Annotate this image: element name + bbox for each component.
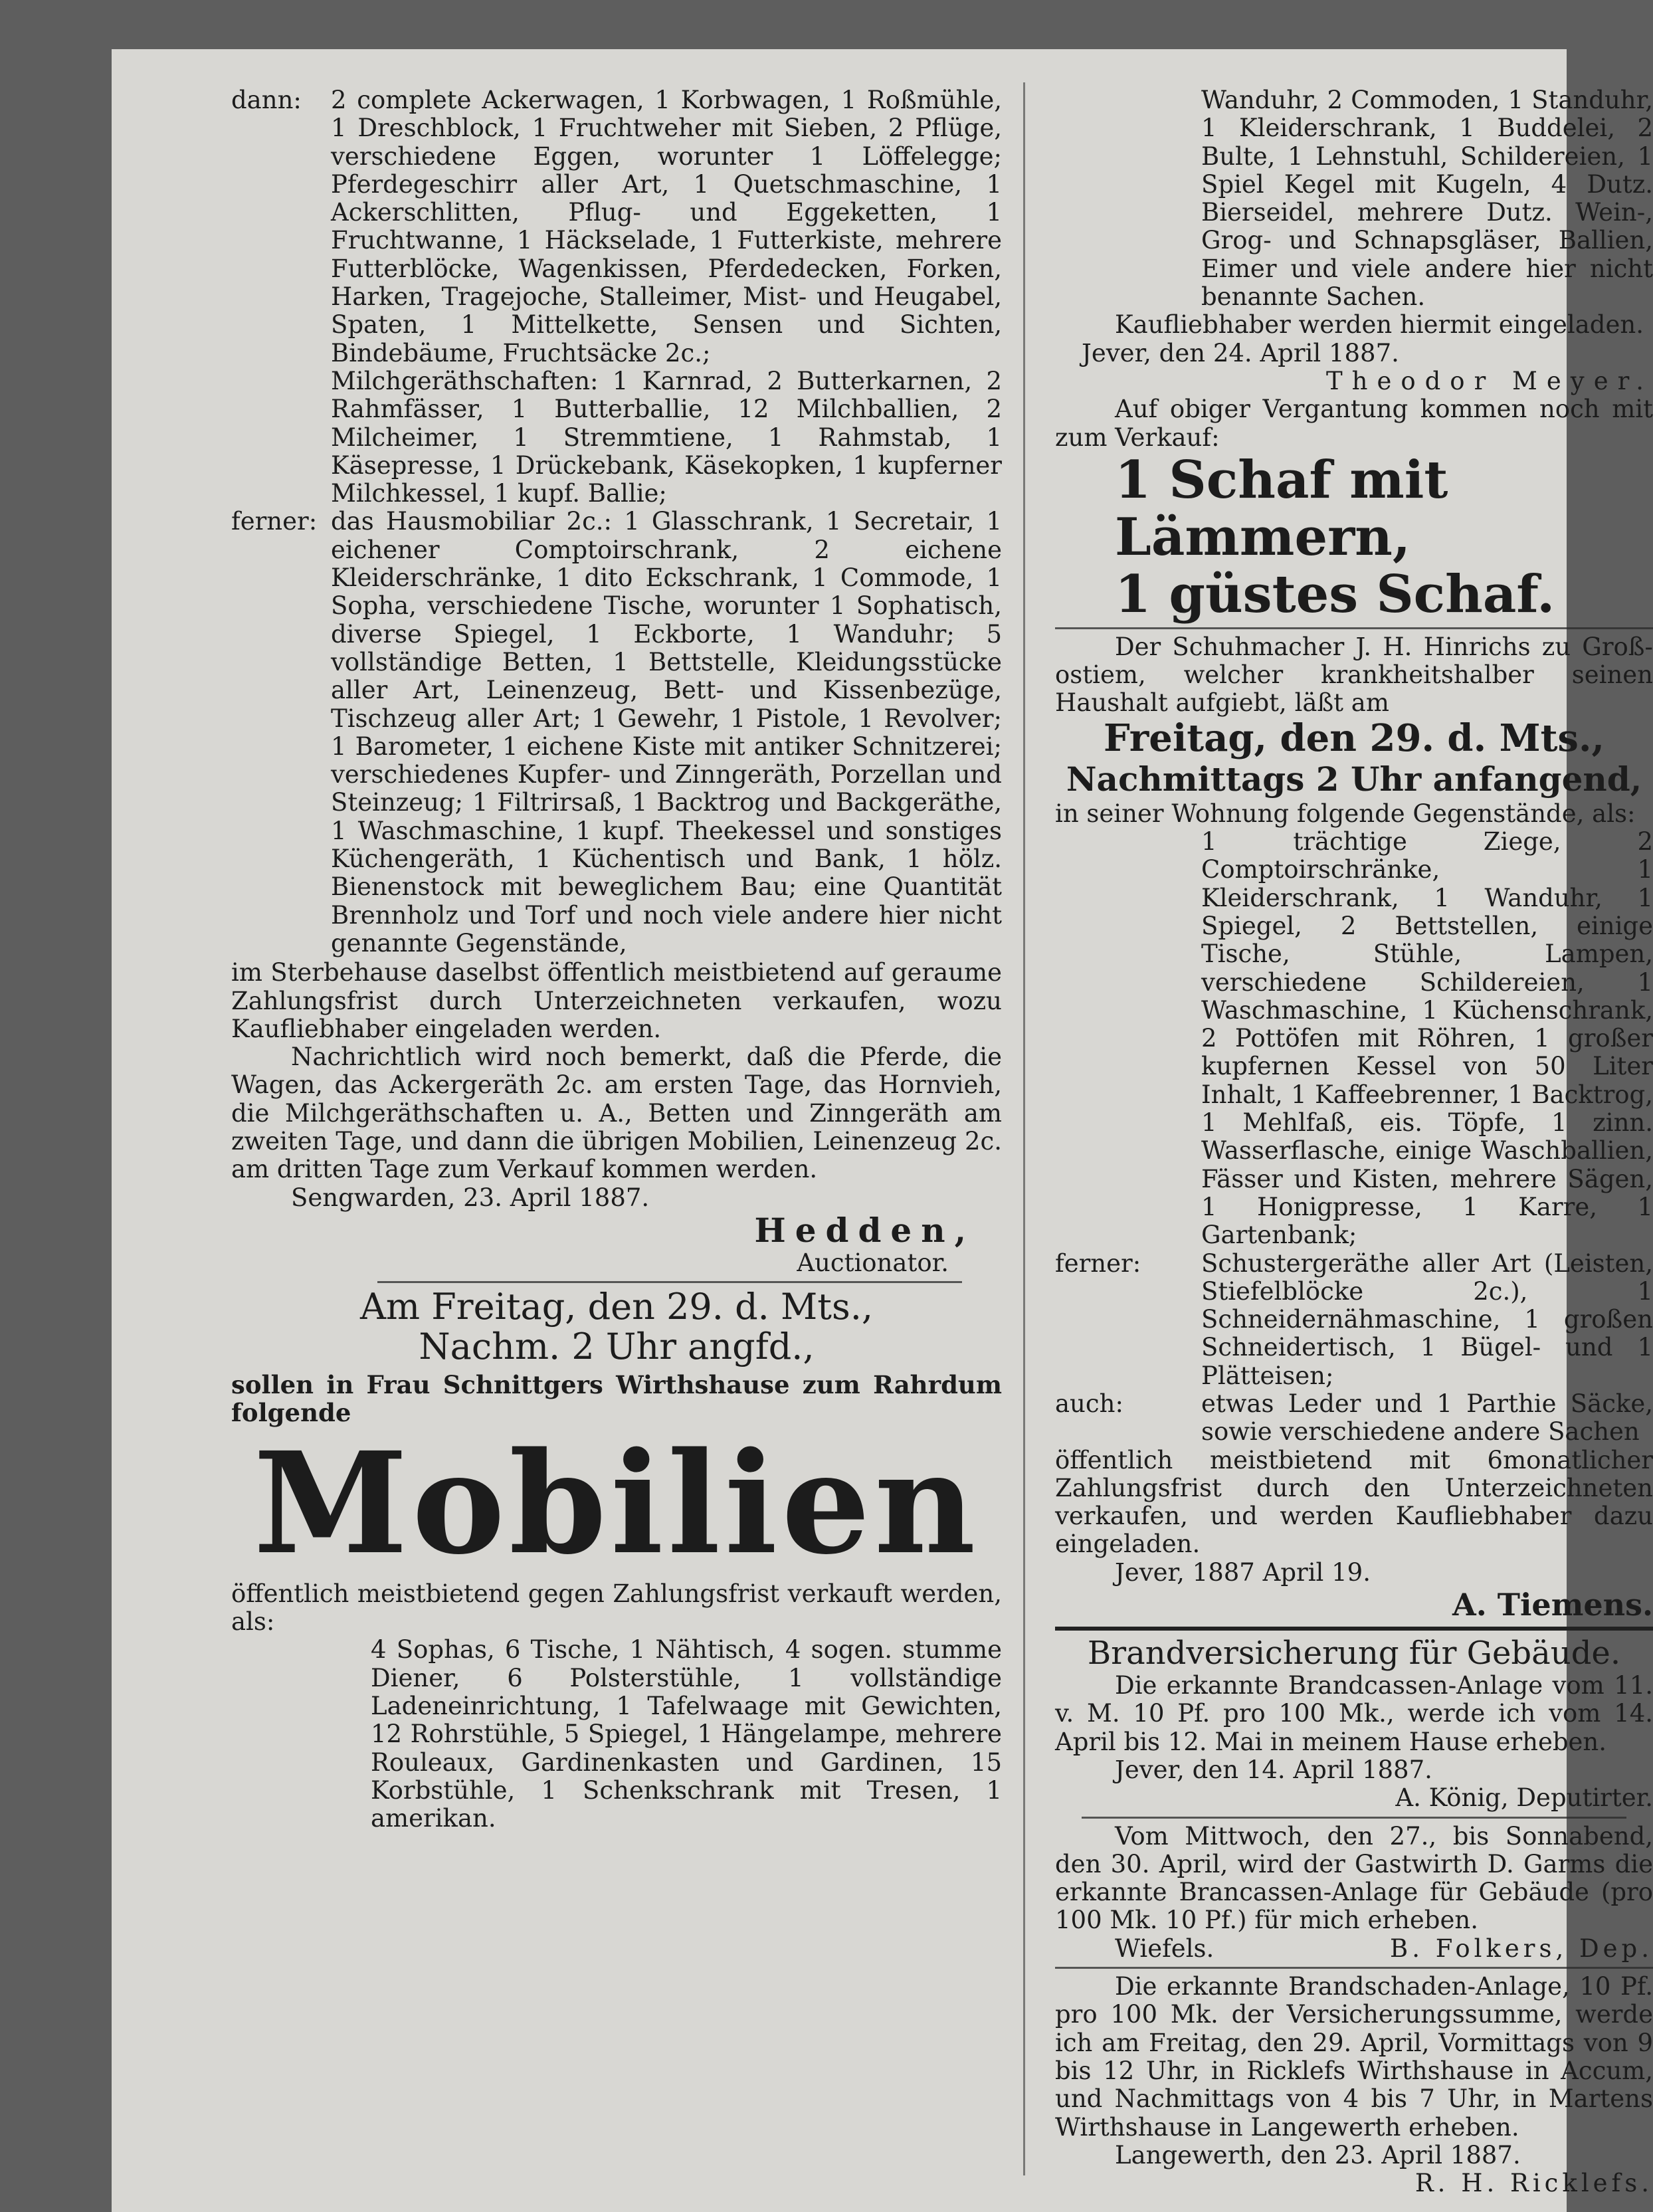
signature-row-folkers	[1055, 1935, 1653, 1963]
ad-heading-date: Am Freitag, den 29. d. Mts.,	[359, 1286, 874, 1328]
ad-heading-time: Nachm. 2 Uhr angfd.,	[419, 1326, 815, 1368]
left-column	[231, 86, 1002, 1833]
right-column	[1055, 86, 1653, 2197]
signature-meyer: Theodor Meyer.	[1325, 366, 1653, 395]
insurance-notice-2: Vom Mittwoch, den 27., bis Sonnabend, den 30. April, wird der Gastwirth D. Garms die erkannte Brancassen-Anlage für Gebäude (pro 100 Mk. 10 Pf.) für mich erheben.	[1055, 1821, 1653, 1935]
entry-label: ferner:	[1055, 1249, 1141, 1278]
sheep-line-2: 1 güstes Schaf.	[1115, 563, 1555, 625]
divider	[1055, 1627, 1653, 1631]
signature-folkers: B. Folkers, Dep.	[1390, 1934, 1653, 1963]
list-entry	[231, 508, 1002, 957]
divider	[1055, 1967, 1653, 1969]
sheep-line-1: 1 Schaf mit Lämmern,	[1115, 449, 1448, 567]
auction-schedule: Nachrichtlich wird noch bemerkt, daß die Pferde, die Wagen, das Ackergeräth 2c. am ersten Tage, das Hornvieh, die Milchgeräthschaften u. A., Betten und Zinngeräth am zweiten Tage, und dann die übrigen Mobilien, Leinenzeug 2c. am dritten Tage zum Verkauf kommen werden.	[231, 1043, 1002, 1184]
auction-terms: im Sterbehause daselbst öffentlich meistbietend auf geraume Zahlungsfrist durch Unterzeichneten verkaufen, wozu Kaufliebhaber eingeladen werden.	[231, 958, 1002, 1043]
signature-tiemens: A. Tiemens.	[1452, 1587, 1653, 1623]
hinrichs-intro: Der Schuhmacher J. H. Hinrichs zu Groß-ostiem, welcher krankheitshalber seinen Haushalt aufgiebt, läßt am	[1055, 632, 1653, 718]
hinrichs-date: Freitag, den 29. d. Mts.,	[1104, 716, 1604, 760]
hinrichs-items	[1055, 828, 1653, 1447]
signature-koenig: A. König, Deputirter.	[1395, 1783, 1653, 1813]
entry-text: das Hausmobiliar 2c.: 1 Glasschrank, 1 Secretair, 1 eichener Comptoirschrank, 2 eichene Kleiderschränke, 1 dito Eckschrank, 1 Commode, 1 Sopha, verschiedene Tische, worunter 1 Sophatisch, diverse Spiegel, 1 Eckborte, 1 Wanduhr; 5 vollständige Betten, 1 Bettstelle, Kleidungsstücke aller Art, Leinenzeug, Bett- und Kissenbezüge, Tischzeug aller Art; 1 Gewehr, 1 Pistole, 1 Revolver; 1 Barometer, 1 eichene Kiste mit antiker Schnitzerei; verschiedenes Kupfer- und Zinngeräth, Porzellan und Steinzeug; 1 Filtrirsaß, 1 Backtrog und Backgeräthe, 1 Waschmaschine, 1 kupf. Theekessel und sonstiges Küchengeräth, 1 Küchentisch und Bank, 1 hölz. Bienenstock mit beweglichem Bau; eine Quantität Brennholz und Torf und noch viele andere hier nicht genannte Gegenstände,	[331, 507, 1002, 957]
entry-text: Milchgeräthschaften: 1 Karnrad, 2 Butterkarnen, 2 Rahmfässer, 1 Butterballie, 12 Milchballien, 2 Milcheimer, 1 Stremmtiene, 1 Rahmstab, 1 Käsepresse, 1 Drückebank, Käsekopken, 1 kupferner Milchkessel, 1 kupf. Ballie;	[331, 366, 1002, 508]
entry-label: dann:	[231, 86, 302, 114]
hinrichs-location: in seiner Wohnung folgende Gegenstände, als:	[1055, 799, 1636, 828]
date-ricklefs: Langewerth, den 23. April 1887.	[1115, 2140, 1521, 2169]
date-jever: Jever, den 24. April 1887.	[1082, 338, 1399, 367]
mobilien-headline: Mobilien	[253, 1421, 980, 1585]
divider	[1082, 1817, 1626, 1819]
ad-items: 4 Sophas, 6 Tische, 1 Nähtisch, 4 sogen. stumme Diener, 6 Polsterstühle, 1 vollständige Ladeneinrichtung, 1 Tafelwaage mit Gewichten, 12 Rohrstühle, 5 Spiegel, 1 Hängelampe, mehrere Rouleaux, Gardinenkasten und Gardinen, 15 Korbstühle, 1 Schenkschrank mit Tresen, 1 amerikan.	[371, 1635, 1002, 1833]
date-tiemens: Jever, 1887 April 19.	[1115, 1558, 1371, 1587]
list-entry	[231, 367, 1002, 508]
list-entry	[1055, 1250, 1653, 1390]
hinrichs-time: Nachmittags 2 Uhr anfangend,	[1066, 759, 1642, 799]
entry-label: ferner:	[231, 507, 318, 536]
insurance-heading: Brandversicherung für Gebäude.	[1087, 1635, 1621, 1672]
entry-text: Schustergeräthe aller Art (Leisten, Stiefelblöcke 2c.), 1 Schneidernähmaschine, 1 großen Schneidertisch, 1 Bügel- und 1 Plätteisen;	[1201, 1249, 1653, 1390]
ad-location: sollen in Frau Schnittgers Wirthshause zum Rahrdum folgende	[231, 1370, 1002, 1428]
hinrichs-terms: öffentlich meistbietend mit 6monatlicher Zahlungsfrist durch den Unterzeichneten verkaufen, und werden Kaufliebhaber dazu eingeladen.	[1055, 1445, 1653, 1559]
list-entry	[1055, 1390, 1653, 1447]
invitation: Kaufliebhaber werden hiermit eingeladen.	[1115, 310, 1644, 340]
divider	[377, 1281, 962, 1283]
newspaper-page	[112, 49, 1653, 2212]
list-entry	[231, 86, 1002, 367]
entry-label	[231, 367, 331, 508]
divider	[1055, 627, 1653, 629]
auctioneer-name: Hedden,	[754, 1210, 975, 1250]
additional-sale: Auf obiger Vergantung kommen noch mit zum Verkauf:	[1055, 395, 1653, 452]
insurance-notice-3: Die erkannte Brandschaden-Anlage, 10 Pf. pro 100 Mk. der Versicherungssumme, werde ich am Freitag, den 29. April, Vormittags von 9 bis 12 Uhr, in Ricklefs Wirthshause in Accum, und Nachmittags von 4 bis 7 Uhr, in Martens Wirthshause in Langewerth erheben.	[1055, 1972, 1653, 2142]
insurance-notice-1: Die erkannte Brandcassen-Anlage vom 11. v. M. 10 Pf. pro 100 Mk., werde ich vom 14. April bis 12. Mai in meinem Hause erheben.	[1055, 1671, 1653, 1756]
entry-text: 2 complete Ackerwagen, 1 Korbwagen, 1 Roßmühle, 1 Dreschblock, 1 Fruchtweher mit Sieben, 2 Pflüge, verschiedene Eggen, worunter 1 Löffelegge; Pferdegeschirr aller Art, 1 Quetschmaschine, 1 Ackerschlitten, Pflug- und Eggeketten, 1 Fruchtwanne, 1 Häckselade, 1 Futterkiste, mehrere Futterblöcke, Wagenkissen, Pferdedecken, Forken, Harken, Tragejoche, Stalleimer, Mist- und Heugabel, Spaten, 1 Mittelkette, Sensen und Sichten, Bindebäume, Fruchtsäcke 2c.;	[331, 86, 1002, 367]
auction-date: Sengwarden, 23. April 1887.	[291, 1183, 650, 1212]
column-divider	[1023, 82, 1025, 2175]
ad-terms: öffentlich meistbietend gegen Zahlungsfrist verkauft werden, als:	[231, 1579, 1002, 1637]
list-entry	[1055, 828, 1653, 1249]
entry-text: 1 trächtige Ziege, 2 Comptoirschränke, 1 Kleiderschrank, 1 Wanduhr, 1 Spiegel, 2 Bettstellen, einige Tische, Stühle, Lampen, verschiedene Schildereien, 1 Waschmaschine, 1 Küchenschrank, 2 Pottöfen mit Röhren, 1 großer kupfernen Kessel von 50 Liter Inhalt, 1 Kaffeebrenner, 1 Backtrog, 1 Mehlfaß, eis. Töpfe, 1 zinn. Wasserflasche, einige Waschballien, Fässer und Kisten, mehrere Sägen, 1 Honigpresse, 1 Karre, 1 Gartenbank;	[1201, 827, 1653, 1250]
auction-list	[231, 86, 1002, 957]
signature-ricklefs: R. H. Ricklefs.	[1414, 2169, 1653, 2198]
date-koenig: Jever, den 14. April 1887.	[1115, 1755, 1432, 1784]
entry-label: auch:	[1055, 1389, 1123, 1418]
auctioneer-title: Auctionator.	[797, 1248, 949, 1277]
items-continued: Wanduhr, 2 Commoden, 1 Standuhr, 1 Kleiderschrank, 1 Buddelei, 2 Bulte, 1 Lehnstuhl, Schildereien, 1 Spiel Kegel mit Kugeln, 4 Dutz. Bierseidel, mehrere Dutz. Wein-, Grog- und Schnapsgläser, Ballien, Eimer und viele andere hier nicht benannte Sachen.	[1201, 86, 1653, 312]
place-wiefels: Wiefels.	[1115, 1934, 1215, 1963]
entry-label	[1055, 828, 1201, 1249]
entry-text: etwas Leder und 1 Parthie Säcke, sowie verschiedene andere Sachen	[1201, 1389, 1653, 1447]
